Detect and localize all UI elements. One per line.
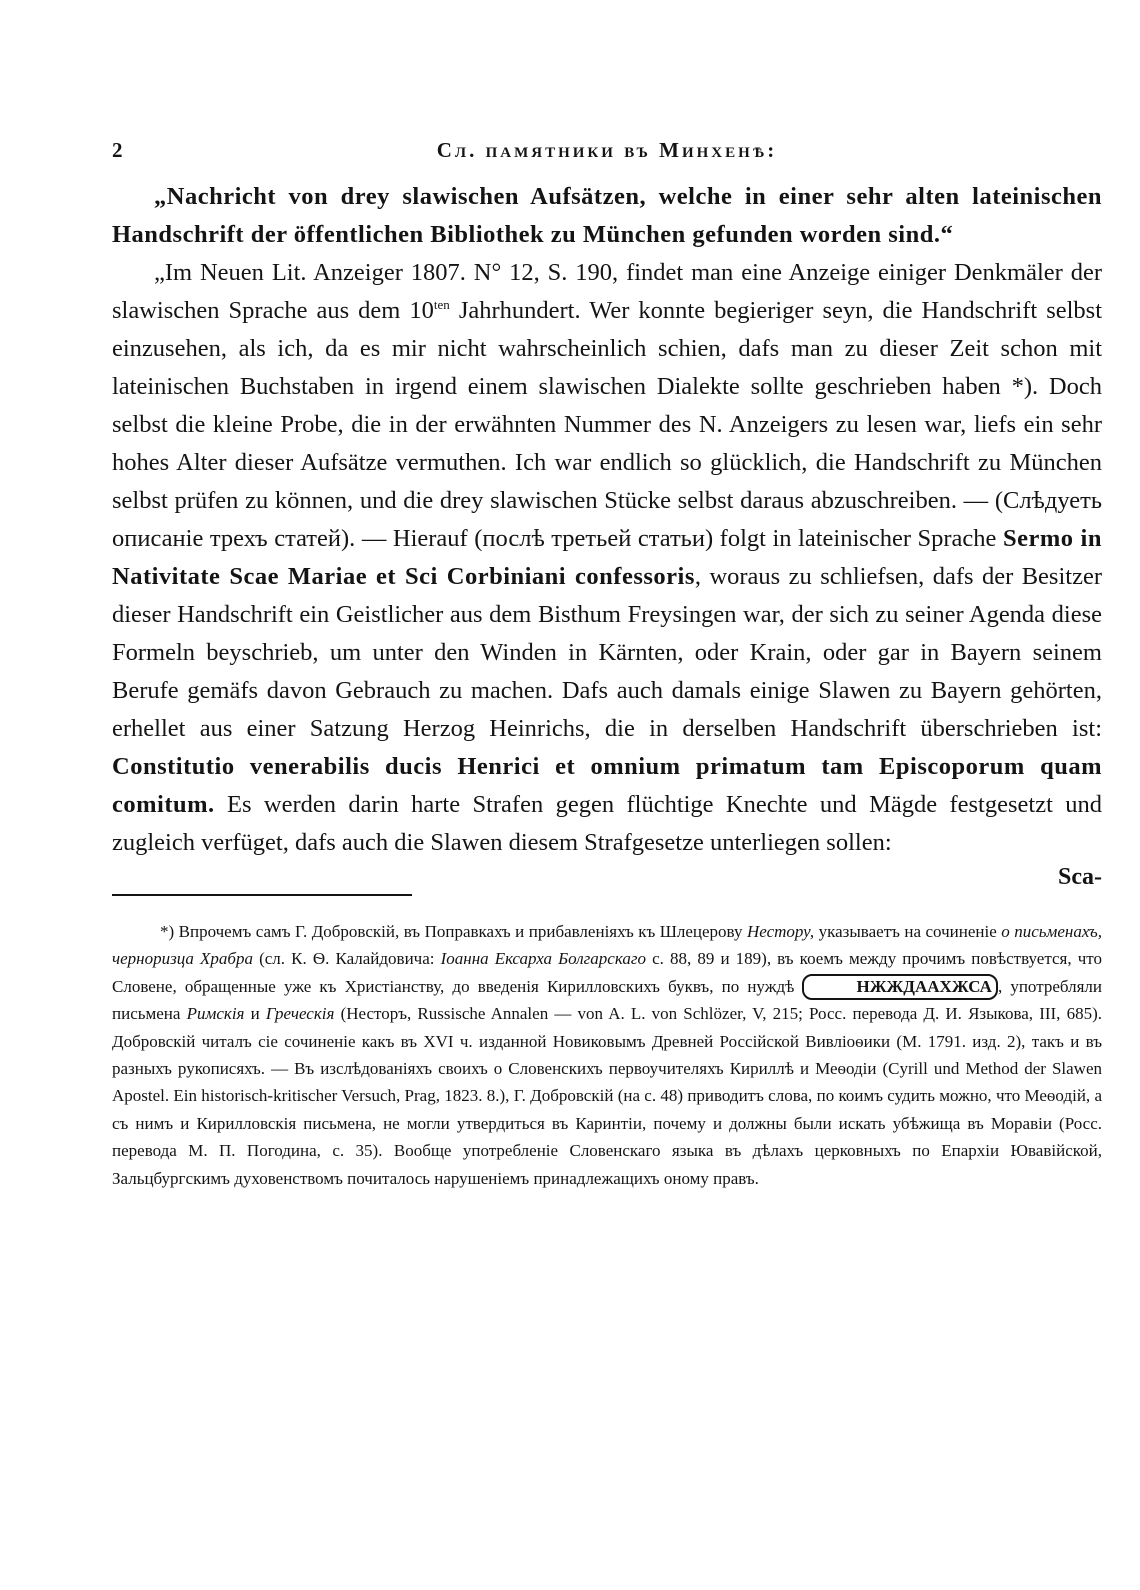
running-head [112,138,1102,172]
catchword: Sca- [1058,864,1102,890]
footnote-part4: с. 88, 89 и 189), въ коемъ между прочимъ повѣствуется, что Словене, обращенные уже къ Христіанству, до введенія Кирилловскихъ буквъ, по нуждѣ [112,949,1102,996]
footnote-rule [112,894,412,896]
footnote-part5: , употребляли письмена [112,976,1102,1024]
glagolitic-word: НЖЖДААХЖСА [802,974,997,1000]
footnote-nestor: Нестору, [746,922,815,941]
quote-title: „Nachricht von drey slawischen Aufsätzen, welche in einer sehr alten lateinischen Handschrift der öffentlichen Bibliothek zu München gefunden worden sind.“ [112,183,1102,248]
main-text [112,178,1102,862]
superscript-ten: ten [433,296,450,312]
main-paragraph-part4: Es werden darin harte Strafen gegen flüchtige Knechte und Mägde festgesetzt und zugleich verfüget, dafs auch die Slawen diesem Strafgesetze unterliegen sollen: [112,791,1102,856]
main-paragraph [112,254,1102,862]
main-paragraph-part2: Jahrhundert. Wer konnte begieriger seyn, die Handschrift selbst einzusehen, als ich, da es mir nicht wahrscheinlich schien, dafs man zu dieser Zeit schon mit lateinischen Buchstaben in irgend einem slawischen Dialekte sollte geschrieben haben *). Doch selbst die kleine Probe, die in der erwähnten Nummer des N. Anzeigers zu lesen war, liefs ein sehr hohes Alter dieser Aufsätze vermuthen. Ich war endlich so glücklich, die Handschrift zu München selbst prüfen zu können, und die drey slawischen Stücke selbst daraus abzuschreiben. — (Слѣдуеть описаніе трехъ статей). — Hierauf (послѣ третьей статьи) folgt in lateinischer Sprache [112,297,1103,552]
catchword-row [112,864,1102,904]
footnote-part7: (Несторъ, Russische Annalen — von A. L. von Schlözer, V, 215; Росс. перевода Д. И. Языкова, III, 685). Добровскій читалъ сіе сочиненіе какъ въ XVI ч. изданной Новиковымъ Древней Россійской Вивліоѳики (М. 1791. изд. 2), такъ и въ разныхъ рукописяхъ. — Въ изслѣдованіяхъ своихъ о Словенскихъ первоучителяхъ Кириллѣ и Меѳодіи (Cyrill und Method der Slawen Apostel. Ein historisch-kritischer Versuch, Prag, 1823. 8.), Г. Добровскій (на с. 48) приводитъ слова, по коимъ судить можно, что Меѳодій, а съ нимъ и Кирилловскія письмена, не могли утвердиться въ Каринтіи, почему и должны были искать убѣжища въ Моравіи (Росс. перевода М. П. Погодина, с. 35). Вообще употребленіе Словенскаго языка въ дѣлахъ церковныхъ по Епархіи Ювавійской, Зальцбургскимъ духовенствомъ почиталось нарушеніемъ принадлежащихъ оному правъ. [112,1004,1102,1188]
footnote-part3: (сл. К. Ѳ. Калайдовича: [252,949,441,969]
footnote-part1: *) Впрочемъ самъ Г. Добровскій, въ Поправкахъ и прибавленіяхъ къ Шлецерову [160,922,747,941]
footnote-part2: указываетъ на сочиненіе [814,922,1002,941]
quote-title-paragraph [112,178,1102,254]
footnote-part6: и [244,1004,266,1024]
latin-constitutio-title: Constitutio venerabilis ducis Henrici et omnium primatum tam Episcoporum quam comitum. [112,753,1102,818]
main-paragraph-part3: , woraus zu schliefsen, dafs der Besitzer dieser Handschrift ein Geistlicher aus dem Bisthum Freysingen war, der sich zu seiner Agenda diese Formeln beyschrieb, um unter den Winden in Kärnten, oder Krain, oder gar in Bayern seinem Berufe gemäfs davon Gebrauch zu machen. Dafs auch damals einige Slawen zu Bayern gehörten, erhellet aus einer Satzung Herzog Heinrichs, die in derselben Handschrift überschrieben ist: [112,563,1102,742]
main-paragraph-part1: „Im Neuen Lit. Anzeiger 1807. N° 12, S. 190, findet man eine Anzeige einiger Denkmäler der slawischen Sprache aus dem 10 [112,259,1102,324]
running-title: Сл. памятники въ Минхенѣ: [436,138,778,162]
footnote-ioann: Іоанна Ексарха Болгарскаго [440,949,646,969]
footnotes [112,918,1102,1192]
footnote-grecheskiya: Греческія [265,1004,335,1024]
footnote [112,918,1102,1192]
footnote-work-title: о письменахъ, черноризца Храбра [112,922,1103,969]
page-number: 2 [112,138,125,162]
book-page [112,138,1102,1192]
footnote-rimskiya: Римскія [186,1004,245,1024]
latin-sermo-title: Sermo in Nativitate Scae Mariae et Sci Corbiniani confessoris [112,525,1102,590]
